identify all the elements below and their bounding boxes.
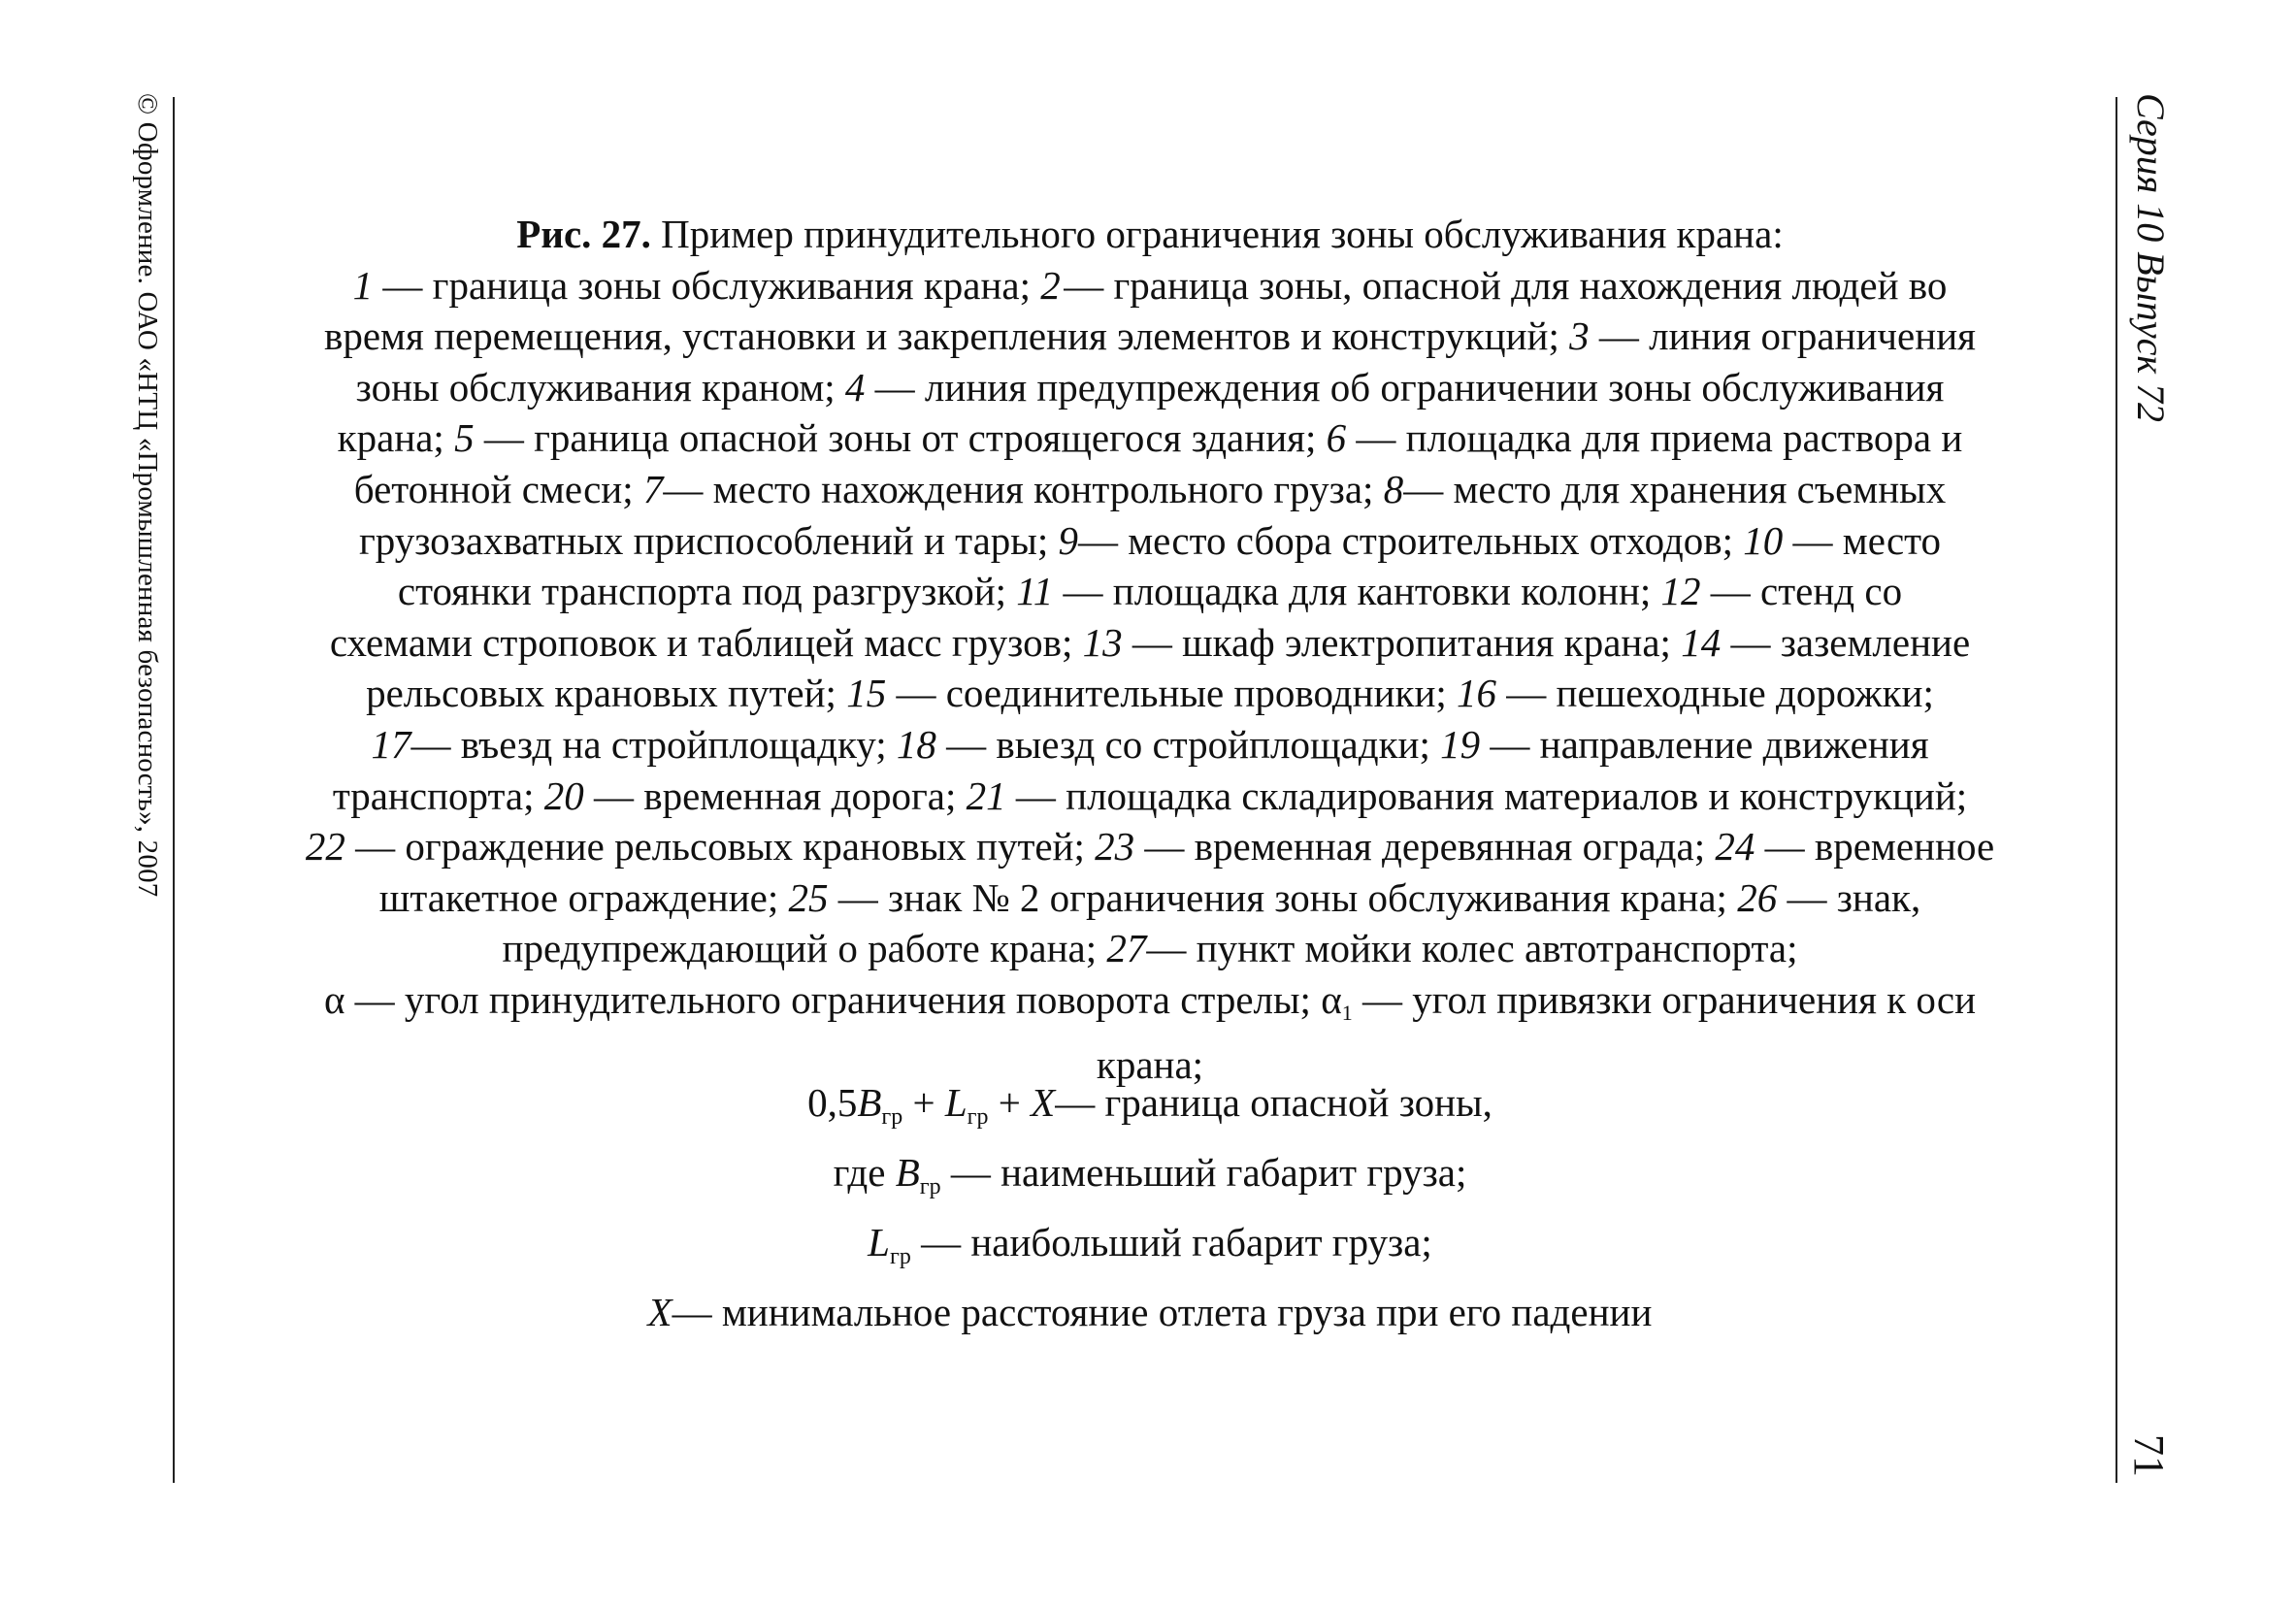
figure-caption bbox=[199, 209, 2101, 1090]
caption-line bbox=[199, 209, 2101, 260]
right-margin-rule bbox=[2116, 97, 2117, 1483]
formula-line: где $B_{гр}$ — наименьший габарит груза; bbox=[833, 1150, 1467, 1199]
caption-line: время перемещения, установки и закрепления элементов и конструкций; 3 — линия ограничения bbox=[324, 313, 1976, 359]
caption-line: стоянки транспорта под разгрузкой; 11 — площадка для кантовки колонн; 12 — стенд со bbox=[397, 569, 1903, 614]
caption-line: 17— въезд на стройплощадку; 18 — выезд со стройплощадки; 19 — направление движения bbox=[371, 721, 1929, 767]
series-issue-label: Серия 10 Выпуск 72 bbox=[2129, 93, 2173, 423]
caption-line: грузозахватных приспособлений и тары; 9— место сбора строительных отходов; 10 — место bbox=[358, 517, 1942, 563]
caption-line: рельсовых крановых путей; 15 — соединительные проводники; 16 — пешеходные дорожки; bbox=[366, 671, 1934, 716]
caption-line: α — угол принудительного ограничения поворота стрелы; $\alpha_1$ — угол привязки ограничения к оси bbox=[323, 976, 1977, 1025]
caption-line: транспорта; 20 — временная дорога; 21 — площадка складирования материалов и конструкций; bbox=[332, 772, 1968, 818]
page-number: 71 bbox=[2125, 1434, 2173, 1477]
left-margin-rule bbox=[173, 97, 175, 1483]
formula-line: $0,5B_{гр} + L_{гр}$ + X— граница опасной зоны, bbox=[807, 1080, 1492, 1130]
caption-line: зоны обслуживания краном; 4 — линия предупреждения об ограничении зоны обслуживания bbox=[355, 364, 1945, 410]
caption-line: крана; bbox=[1096, 1041, 1204, 1087]
caption-line: 1 — граница зоны обслуживания крана; 2 — граница зоны, опасной для нахождения людей во bbox=[352, 262, 1948, 308]
caption-line: схемами строповок и таблицей масс грузов; 13 — шкаф электропитания крана; 14 — заземление bbox=[329, 619, 1971, 665]
caption-line: 22 — ограждение рельсовых крановых путей; 23 — временная деревянная ограда; 24 — временное bbox=[305, 824, 1995, 870]
caption-line: предупреждающий о работе крана; 27— пункт мойки колес автотранспорта; bbox=[502, 926, 1798, 971]
formula-line: $L_{гр}$ — наибольший габарит груза; bbox=[868, 1220, 1432, 1269]
formula-line: X— минимальное расстояние отлета груза при его падении bbox=[647, 1290, 1653, 1334]
caption-line: штакетное ограждение; 25 — знак № 2 ограничения зоны обслуживания крана; 26 — знак, bbox=[378, 874, 1921, 920]
figure-label: Рис. 27. bbox=[516, 212, 651, 256]
figure-title: Пример принудительного ограничения зоны обслуживания крана: bbox=[650, 212, 1784, 256]
caption-line: бетонной смеси; 7— место нахождения контрольного груза; 8— место для хранения съемных bbox=[353, 466, 1947, 511]
danger-zone-formula bbox=[199, 1075, 2101, 1340]
copyright-notice: © Оформление. ОАО «НТЦ «Промышленная безопасность», 2007 bbox=[132, 93, 163, 898]
caption-line: крана; 5 — граница опасной зоны от строящегося здания; 6 — площадка для приема раствора и bbox=[337, 415, 1963, 461]
